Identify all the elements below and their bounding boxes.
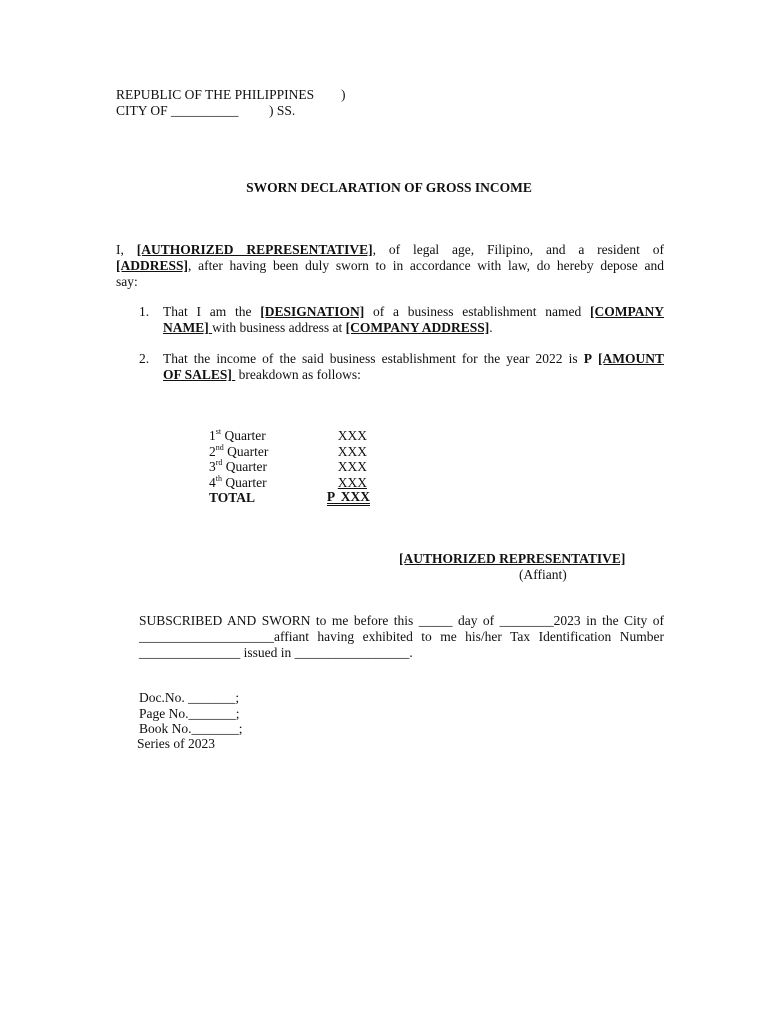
intro-paragraph [116,242,664,290]
affiant-role: (Affiant) [519,567,567,582]
jurat-line-1: SUBSCRIBED AND SWORN to me before this _____ day of ________2023 in the City of [139,613,664,628]
document-title: SWORN DECLARATION OF GROSS INCOME [246,180,532,195]
total-value: P XXX [326,489,370,504]
jurat-paragraph [139,613,664,661]
item-1-text: That I am the [DESIGNATION] of a business establishment named [COMPANY NAME] with business address at [COMPANY ADDRESS]. [163,304,664,335]
amount-placeholder-1: [AMOUNT [598,351,664,366]
venue-country: REPUBLIC OF THE PHILIPPINES [116,87,315,102]
item-2-text: That the income of the said business establishment for the year 2022 is P [AMOUNT OF SALES] breakdown as follows: [163,351,664,382]
designation-placeholder: [DESIGNATION] [260,304,365,319]
page-number: Page No._______; [139,706,240,721]
intro-line-1: I, [AUTHORIZED REPRESENTATIVE], of legal age, Filipino, and a resident of [116,242,664,257]
total-row [209,490,371,506]
intro-line-3: say: [116,274,138,289]
book-number: Book No._______; [139,721,243,736]
quarter-value: XXX [337,475,367,490]
company-address-placeholder: [COMPANY ADDRESS] [345,320,490,335]
series-year: Series of 2023 [137,736,215,751]
company-name-placeholder-2: NAME] [163,320,209,335]
amount-placeholder-2: OF SALES] [163,367,232,382]
address-placeholder: [ADDRESS] [116,258,189,273]
venue-ss: ) SS. [269,103,296,118]
intro-line-2: [ADDRESS], after having been duly sworn to in accordance with law, do hereby depose and [116,258,664,273]
quarter-value: XXX [337,428,367,443]
total-label: TOTAL [209,490,256,505]
quarter-row: 3rd Quarter XXX [209,457,367,474]
item-1-number: 1. [139,304,150,319]
venue-city: CITY OF __________ [116,103,239,118]
item-2-number: 2. [139,351,150,366]
doc-number: Doc.No. _______; [139,690,240,705]
authorized-representative-placeholder: [AUTHORIZED REPRESENTATIVE] [136,242,373,257]
venue-bracket: ) [341,87,346,102]
jurat-line-2: ____________________affiant having exhibited to me his/her Tax Identification Number [139,629,664,644]
quarter-value: XXX [337,459,367,474]
quarter-row: 4th Quarter XXX [209,473,367,490]
affiant-name: [AUTHORIZED REPRESENTATIVE] [399,551,626,566]
jurat-line-3: _______________ issued in _________________. [139,645,413,660]
quarter-value: XXX [337,444,367,459]
company-name-placeholder-1: [COMPANY [590,304,664,319]
quarter-row: 2nd Quarter XXX [209,442,367,459]
quarter-row: 1st Quarter XXX [209,426,367,443]
